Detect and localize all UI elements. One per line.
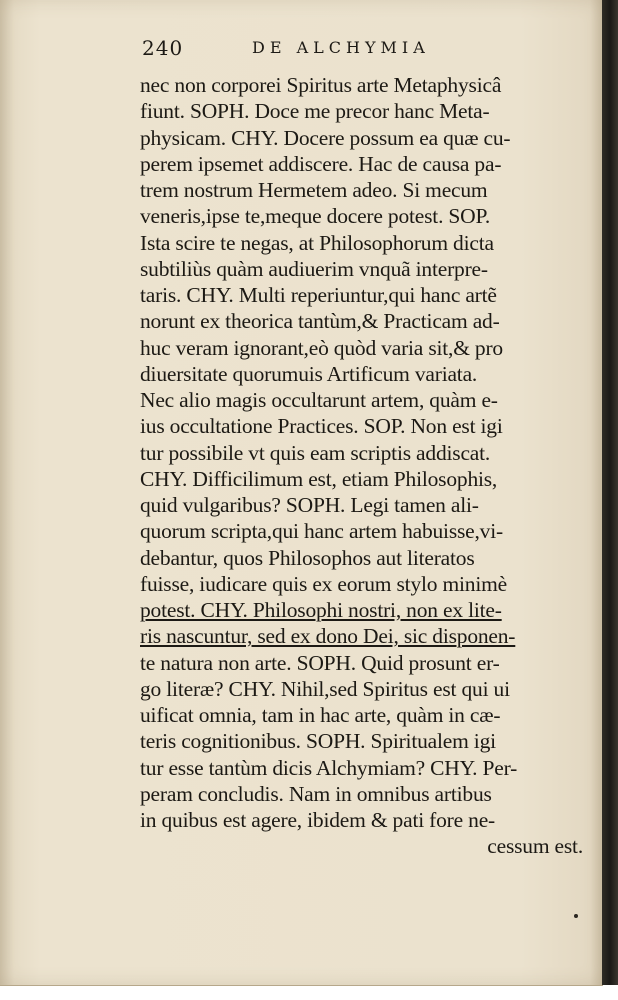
text-line: perem ipsemet addiscere. Hac de causa pa- (140, 151, 502, 176)
text-line: taris. CHY. Multi reperiuntur,qui hanc artẽ (140, 283, 497, 307)
running-head: DE ALCHYMIA (252, 38, 430, 57)
text-line: veneris,ipse te,meque docere potest. SOP. (140, 204, 491, 229)
underlined-text-line: potest. CHY. Philosophi nostri, non ex lite- (140, 598, 502, 622)
text-line: quorum scripta,qui hanc artem habuisse,vi- (140, 519, 503, 544)
text-line: debantur, quos Philosophos aut literatos (140, 545, 475, 570)
text-line: huc veram ignorant,eò quòd varia sit,& pro (140, 335, 503, 360)
book-spine-shadow (602, 0, 618, 985)
page-number: 240 (142, 36, 184, 60)
ink-speck (574, 914, 578, 918)
text-line: ius occultatione Practices. SOP. Non est igi (140, 414, 503, 439)
text-line: fiunt. SOPH. Doce me precor hanc Meta- (140, 99, 490, 124)
text-line-final: cessum est. (487, 834, 583, 859)
text-line: in quibus est agere, ibidem & pati fore ne- (140, 808, 495, 832)
text-line: go literæ? CHY. Nihil,sed Spiritus est qui ui (140, 676, 510, 701)
text-line: physicam. CHY. Docere possum ea quæ cu- (140, 125, 511, 150)
text-line: CHY. Difficilimum est, etiam Philosophis, (140, 466, 498, 491)
text-line: te natura non arte. SOPH. Quid prosunt er- (140, 650, 500, 675)
text-line: diuersitate quorumuis Artificum variata. (140, 361, 478, 386)
text-line: Nec alio magis occultarunt artem, quàm e- (140, 388, 498, 412)
text-line: subtiliùs quàm audiuerim vnquã interpre- (140, 256, 488, 281)
text-line: nec non corporei Spiritus arte Metaphysicâ (140, 73, 502, 97)
text-line: uificat omnia, tam in hac arte, quàm in cæ- (140, 703, 501, 727)
text-line: tur esse tantùm dicis Alchymiam? CHY. Per- (140, 755, 518, 780)
text-line: tur possibile vt quis eam scriptis addiscat. (140, 440, 491, 465)
text-line: quid vulgaribus? SOPH. Legi tamen ali- (140, 493, 479, 517)
body-text (140, 72, 595, 860)
text-line: peram concludis. Nam in omnibus artibus (140, 781, 492, 806)
text-line: fuisse, iudicare quis ex eorum stylo minimè (140, 571, 507, 596)
text-line: Ista scire te negas, at Philosophorum dicta (140, 230, 494, 255)
text-line: norunt ex theorica tantùm,& Practicam ad- (140, 309, 500, 334)
text-line: trem nostrum Hermetem adeo. Si mecum (140, 178, 488, 202)
page-header (0, 34, 602, 64)
text-line: teris cognitionibus. SOPH. Spiritualem igi (140, 729, 496, 754)
underlined-text-line: ris nascuntur, sed ex dono Dei, sic disponen- (140, 624, 516, 649)
